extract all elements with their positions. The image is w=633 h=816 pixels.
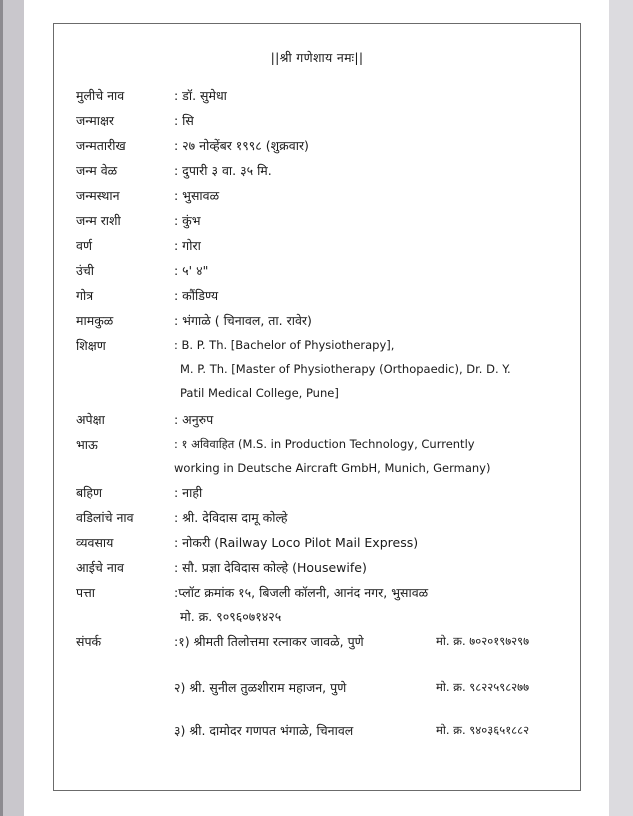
document-page (24, 0, 609, 816)
field-value-line-2: M. P. Th. [Master of Physiotherapy (Orthopaedic), Dr. D. Y. (180, 362, 511, 376)
field-value: : सौ. प्रज्ञा देविदास कोल्हे (Housewife) (174, 560, 367, 575)
field-label: उंची (76, 263, 95, 278)
field-value: : नोकरी (Railway Loco Pilot Mail Express) (174, 535, 419, 550)
field-value-line-1: : १ अविवाहित (M.S. in Production Technology, Currently (174, 437, 475, 451)
left-background-strip (0, 0, 24, 816)
contact-person: २) श्री. सुनील तुळशीराम महाजन, पुणे (174, 680, 347, 695)
field-label: संपर्क (76, 634, 102, 649)
field-value-line-1: :प्लॉट क्रमांक १५, बिजली कॉलनी, आनंद नगर, भुसावळ (174, 585, 429, 600)
field-label: गोत्र (76, 288, 94, 303)
field-value-line-2: मो. क्र. ९०९६०७१४२५ (180, 609, 282, 624)
field-label: जन्म वेळ (76, 163, 118, 178)
field-value: : कौंडिण्य (174, 288, 219, 303)
field-label: वडिलांचे नाव (76, 510, 134, 525)
field-value-line-1: : B. P. Th. [Bachelor of Physiotherapy], (174, 338, 395, 352)
contact-mobile: मो. क्र. ९८२२५९८२७७ (436, 680, 530, 694)
field-label: व्यवसाय (76, 535, 114, 550)
field-label: बहिण (76, 485, 103, 500)
field-label: आईचे नाव (76, 560, 124, 575)
field-label: वर्ण (76, 238, 92, 253)
right-background-strip (609, 0, 633, 816)
field-label: भाऊ (76, 437, 98, 452)
field-value: : नाही (174, 485, 203, 500)
field-value: : २७ नोव्हेंबर १९९८ (शुक्रवार) (174, 138, 309, 153)
field-label: मुलीचे नाव (76, 88, 125, 103)
field-value: : कुंभ (174, 213, 201, 228)
field-label: शिक्षण (76, 338, 106, 353)
field-value: : भंगाळे ( चिनावल, ता. रावेर) (174, 313, 312, 328)
field-label: अपेक्षा (76, 412, 105, 427)
contact-person: :१) श्रीमती तिलोत्तमा रत्नाकर जावळे, पुणे (174, 634, 364, 649)
document-header: ||श्री गणेशाय नमः|| (270, 50, 364, 65)
field-value: : गोरा (174, 238, 201, 253)
field-label: मामकुळ (76, 313, 114, 328)
field-value: : दुपारी ३ वा. ३५ मि. (174, 163, 272, 178)
contact-person: ३) श्री. दामोदर गणपत भंगाळे, चिनावल (174, 723, 354, 738)
contact-mobile: मो. क्र. ७०२०१९७२९७ (436, 634, 530, 648)
field-value-line-3: Patil Medical College, Pune] (180, 386, 339, 400)
field-label: जन्म राशी (76, 213, 121, 228)
field-value: : डॉ. सुमेधा (174, 88, 227, 103)
field-value: : ५' ४" (174, 263, 209, 278)
left-edge-shadow (0, 0, 3, 816)
field-value-line-2: working in Deutsche Aircraft GmbH, Munich, Germany) (174, 461, 491, 475)
biodata-frame (53, 23, 581, 791)
field-label: जन्मतारीख (76, 138, 126, 153)
field-label: पत्ता (76, 585, 95, 600)
contact-mobile: मो. क्र. ९४०३६५१८८२ (436, 723, 530, 737)
field-label: जन्माक्षर (76, 113, 115, 128)
field-label: जन्मस्थान (76, 188, 120, 203)
field-value: : श्री. देविदास दामू कोल्हे (174, 510, 288, 525)
field-value: : अनुरुप (174, 412, 214, 427)
field-value: : भुसावळ (174, 188, 220, 203)
field-value: : सि (174, 113, 194, 128)
